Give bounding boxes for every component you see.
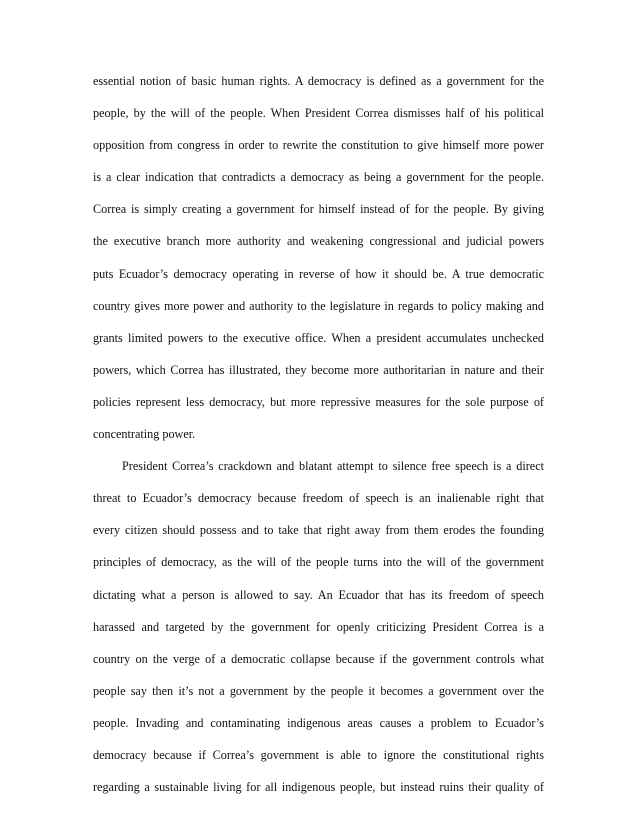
text-line: people, by the will of the people. When President Correa dismisses half of his political: [93, 106, 544, 121]
text-line: concentrating power.: [93, 427, 196, 442]
text-line: is a clear indication that contradicts a democracy as being a government for the people.: [93, 170, 544, 185]
text-line: country gives more power and authority to the legislature in regards to policy making and: [93, 298, 544, 313]
text-line: people. Invading and contaminating indigenous areas causes a problem to Ecuador’s: [93, 715, 544, 730]
text-line: opposition from congress in order to rewrite the constitution to give himself more power: [93, 138, 544, 153]
body-text: [93, 65, 544, 803]
text-line: powers, which Correa has illustrated, they become more authoritarian in nature and their: [93, 362, 544, 377]
text-line: threat to Ecuador’s democracy because freedom of speech is an inalienable right that: [93, 491, 544, 506]
text-line: country on the verge of a democratic collapse because if the government controls what: [93, 651, 544, 666]
text-line: people say then it’s not a government by the people it becomes a government over the: [93, 683, 544, 698]
text-line: every citizen should possess and to take that right away from them erodes the founding: [93, 523, 544, 538]
text-line: grants limited powers to the executive office. When a president accumulates unchecked: [93, 330, 544, 345]
text-line: dictating what a person is allowed to say. An Ecuador that has its freedom of speech: [93, 587, 544, 602]
text-line: President Correa’s crackdown and blatant attempt to silence free speech is a direct: [122, 459, 544, 474]
text-line: regarding a sustainable living for all indigenous people, but instead ruins their quality of: [93, 780, 544, 795]
text-line: harassed and targeted by the government for openly criticizing President Correa is a: [93, 619, 544, 634]
text-line: policies represent less democracy, but more repressive measures for the sole purpose of: [93, 394, 544, 409]
text-line: puts Ecuador’s democracy operating in reverse of how it should be. A true democratic: [93, 266, 544, 281]
paragraph-2: [93, 450, 544, 803]
paragraph-1: [93, 65, 544, 450]
text-line: the executive branch more authority and weakening congressional and judicial powers: [93, 234, 544, 249]
text-line: Correa is simply creating a government for himself instead of for the people. By giving: [93, 202, 544, 217]
text-line: principles of democracy, as the will of the people turns into the will of the government: [93, 555, 544, 570]
text-line: democracy because if Correa’s government is able to ignore the constitutional rights: [93, 747, 544, 762]
text-line: essential notion of basic human rights. A democracy is defined as a government for the: [93, 74, 544, 88]
